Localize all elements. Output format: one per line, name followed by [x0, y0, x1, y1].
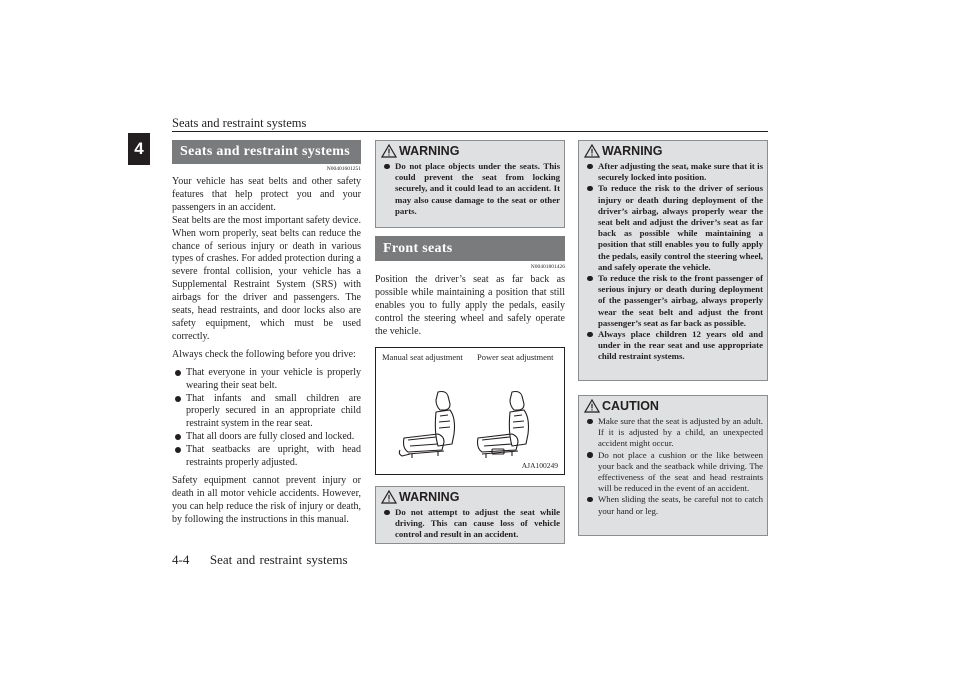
- warning-list: [584, 161, 763, 363]
- warning-title: [381, 143, 560, 159]
- footer-section-title: Seat and restraint systems: [209, 552, 348, 567]
- front-seats-text: Position the driver’s seat as far back as possible while maintaining a position that still enables you to fully apply the pedals, easily control the steering wheel and safely operate the vehicle.: [375, 274, 565, 337]
- section-code: N00401801426: [530, 264, 565, 270]
- list-item: That all doors are fully closed and locked.: [172, 431, 361, 444]
- running-header-title: Seats and restraint systems: [172, 116, 307, 130]
- checklist: [172, 367, 361, 470]
- figure-code: AJA100249: [521, 461, 558, 470]
- paragraph: Your vehicle has seat belts and other safety features that help protect you and your passengers in an accident.: [172, 176, 361, 213]
- warning-box: [578, 140, 768, 381]
- list-item: After adjusting the seat, make sure that it is securely locked into position.: [584, 161, 763, 183]
- caution-title: [584, 398, 763, 414]
- list-item: Always place children 12 years old and under in the rear seat and use appropriate child restraint systems.: [584, 329, 763, 363]
- section-heading-seats: Seats and restraint systems: [172, 140, 361, 164]
- caution-text: [584, 416, 763, 517]
- caution-label: CAUTION: [602, 399, 659, 413]
- list-item: Make sure that the seat is adjusted by an adult. If it is adjusted by a child, an unexpected accident might occur.: [584, 416, 763, 450]
- warning-icon: [381, 144, 397, 158]
- list-item: Do not place a cushion or the like between your back and the seatback while driving. The effectiveness of the seat and head restraints will be reduced in the event of an accident.: [584, 450, 763, 495]
- warning-box: [375, 140, 565, 228]
- chapter-tab: 4: [128, 133, 150, 165]
- warning-icon: [381, 490, 397, 504]
- warning-text: [584, 161, 763, 363]
- list-item: Do not attempt to adjust the seat while driving. This can cause loss of vehicle control and result in an accident.: [381, 507, 560, 541]
- section-heading-front-seats: Front seats: [375, 236, 565, 261]
- warning-text: [381, 507, 560, 541]
- paragraph: Always check the following before you drive:: [172, 348, 356, 360]
- warning-list: [381, 161, 560, 217]
- manual-seat-illustration: [398, 388, 468, 460]
- warning-label: WARNING: [602, 144, 663, 158]
- figure-caption-manual: Manual seat adjustment: [382, 352, 463, 362]
- list-item: That everyone in your vehicle is properly wearing their seat belt.: [172, 367, 361, 393]
- figure-caption-power: Power seat adjustment: [477, 352, 554, 362]
- caution-icon: [584, 399, 600, 413]
- warning-text: [381, 161, 560, 217]
- section-code: N00401601251: [326, 166, 361, 172]
- warning-label: WARNING: [399, 490, 460, 504]
- list-item: Do not place objects under the seats. This could prevent the seat from locking securely, and it could lead to an accident. It may also cause damage to the seat or other parts.: [381, 161, 560, 217]
- warning-box: [375, 486, 565, 544]
- caution-list: [584, 416, 763, 517]
- list-item: To reduce the risk to the driver of serious injury or death during deployment of the driver’s airbag, always properly wear the seat belt and adjust the driver’s seat as far back as possible while maintaining a position that still enables you to fully apply the pedals, easily control the steering wheel, and safely operate the vehicle.: [584, 183, 763, 273]
- paragraph: Seat belts are the most important safety device. When worn properly, seat belts can reduce the chance of serious injury or death in various types of crashes. For added protection during a severe frontal collision, your vehicle has a Supplemental Restraint System (SRS) with airbags for the driver and passengers. The seats, head restraints, and door locks also are safety equipment, which must be used correctly.: [172, 214, 361, 342]
- intro-text: [172, 176, 361, 527]
- page-number: 4-4: [172, 552, 190, 567]
- list-item: When sliding the seats, be careful not to catch your hand or leg.: [584, 494, 763, 516]
- page-footer: [172, 552, 348, 568]
- column-2: [375, 140, 565, 540]
- warning-label: WARNING: [399, 144, 460, 158]
- paragraph: Safety equipment cannot prevent injury or death in all motor vehicle accidents. However, you can help reduce the risk of injury or death, by following the instructions in this manual.: [172, 474, 361, 525]
- warning-title: [381, 489, 560, 505]
- column-3: [578, 140, 768, 536]
- list-item: That seatbacks are upright, with head restraints properly adjusted.: [172, 444, 361, 470]
- list-item: To reduce the risk to the front passenger of serious injury or death during deployment of the passenger’s airbag, always properly wear the seat belt and adjust the front passenger’s seat as far back as possible.: [584, 273, 763, 329]
- warning-title: [584, 143, 763, 159]
- seat-adjustment-figure: [375, 347, 565, 475]
- caution-box: [578, 395, 768, 536]
- warning-list: [381, 507, 560, 541]
- warning-icon: [584, 144, 600, 158]
- power-seat-illustration: [472, 388, 542, 460]
- list-item: That infants and small children are properly secured in an appropriate child restraint system in the rear seat.: [172, 393, 361, 432]
- column-1: [172, 140, 361, 527]
- header-rule: [172, 131, 768, 132]
